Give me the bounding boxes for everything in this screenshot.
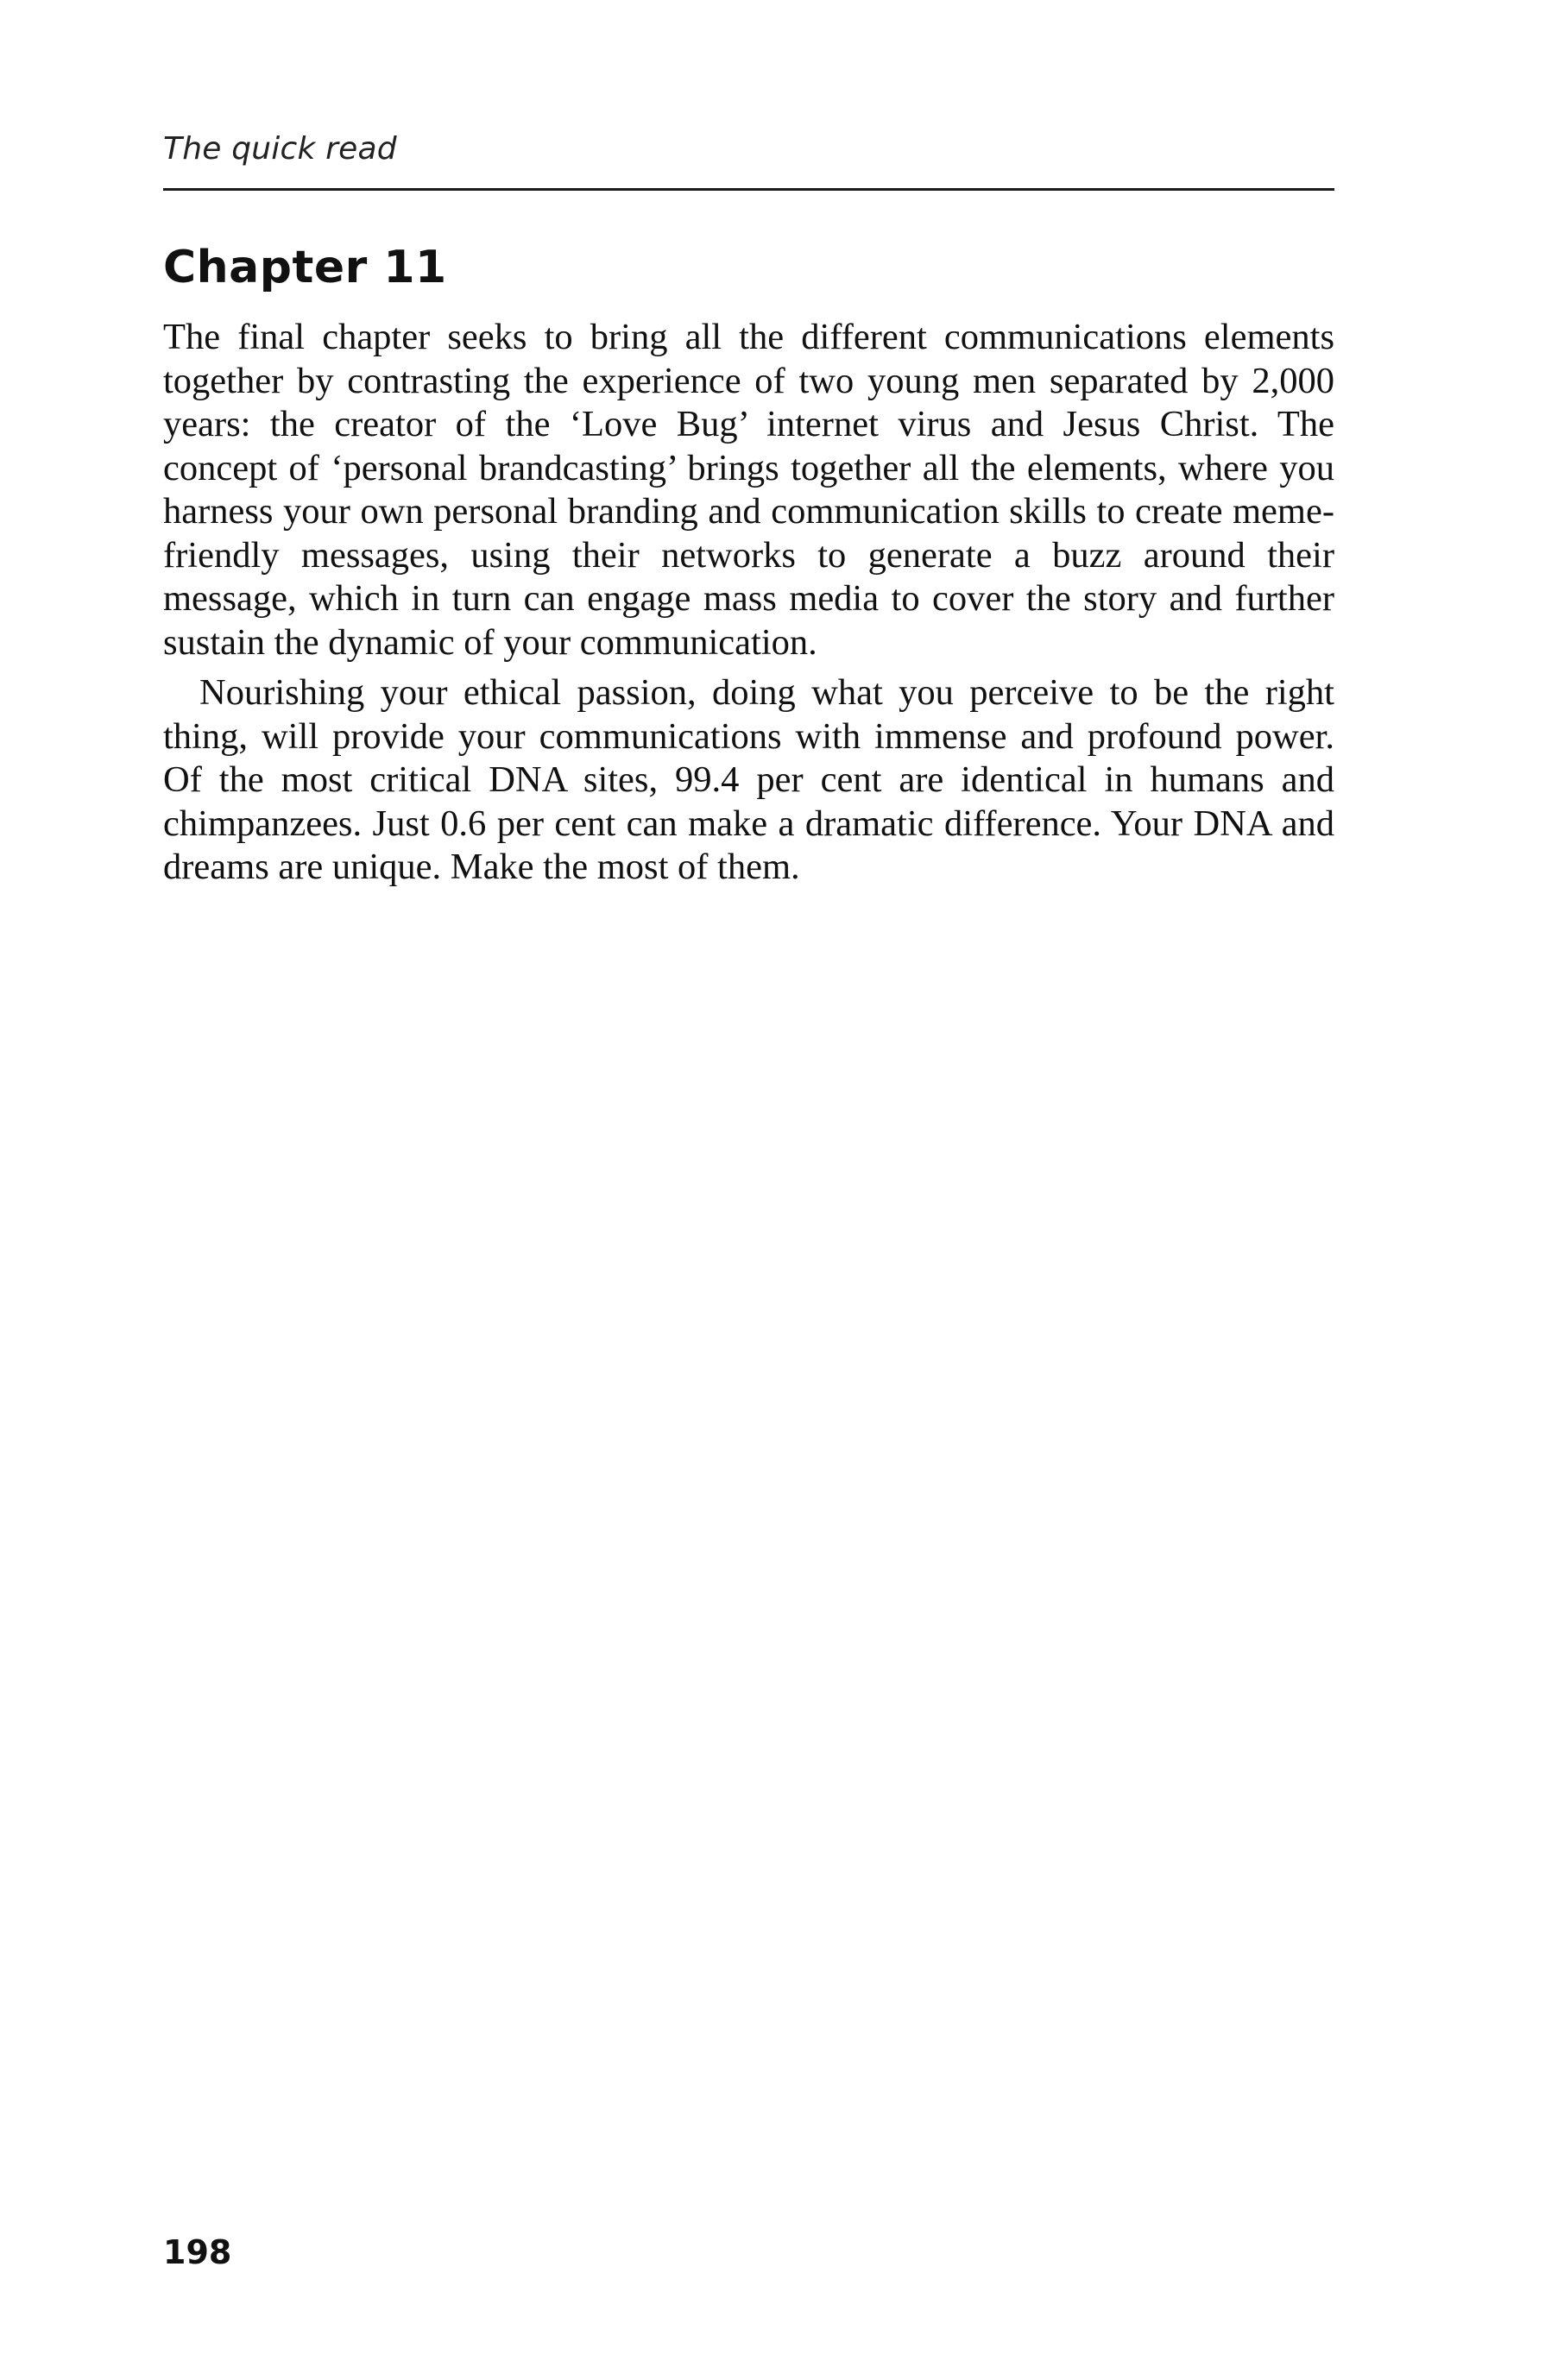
running-head: The quick read <box>163 131 397 167</box>
paragraph: Nourishing your ethical passion, doing what you perceive to be the right thing, will provide your communications with immense and profound power. Of the most critical DNA sites, 99.4 per cent are identical in humans and chimpanzees. Just 0.6 per cent can make a dramatic difference. Your DNA and dreams are unique. Make the most of them. <box>163 672 1334 887</box>
page-number: 198 <box>163 2233 232 2271</box>
paragraph: The final chapter seeks to bring all the different communications elements together by contrasting the experience of two young men separated by 2,000 years: the creator of the ‘Love Bug’ internet virus and Jesus Christ. The concept of ‘personal brandcasting’ brings together all the elements, where you harness your own personal branding and communication skills to create meme-friendly messages, using their networks to generate a buzz around their message, which in turn can engage mass media to cover the story and further sustain the dynamic of your communication. <box>163 317 1334 663</box>
chapter-body <box>163 316 1334 890</box>
chapter-heading: Chapter 11 <box>163 242 447 293</box>
header-rule <box>163 188 1334 191</box>
